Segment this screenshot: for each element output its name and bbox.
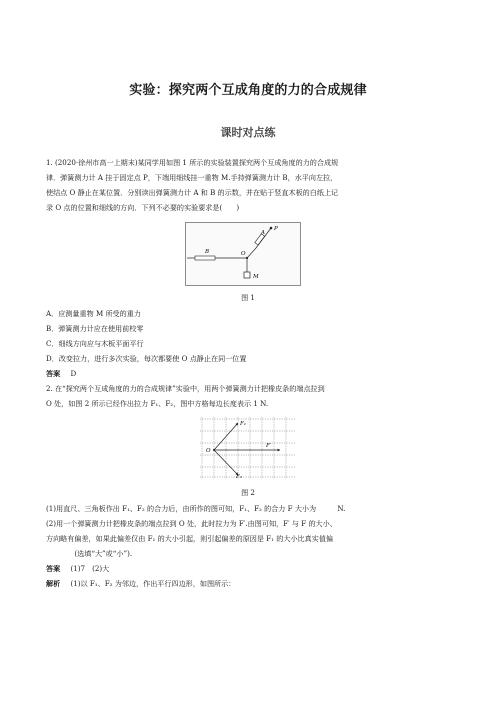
- q1-option-b: B．弹簧测力计应在使用前校零: [46, 324, 144, 333]
- q1-line-3: 使结点 O 静止在某位置．分别读出弹簧测力计 A 和 B 的示数，并在贴于竖直木板的白纸上记: [46, 188, 339, 197]
- label-o: O: [241, 251, 246, 257]
- label-p: P: [274, 226, 278, 232]
- figure-1-caption: 图 1: [241, 293, 255, 302]
- label-a: A: [261, 230, 265, 236]
- q2-line-2: O 处，如图 2 所示已经作出拉力 F₁、F₂，图中方格每边长度表示 1 N.: [46, 399, 269, 408]
- label-m: M: [253, 274, 259, 280]
- label-f2: F₂: [236, 474, 243, 479]
- q2-sub-1: (1)用直尺、三角板作出 F₁、F₂ 的合力后，由所作的图可知，F₁、F₂ 的合力 F 大小为 N.: [46, 504, 346, 513]
- q1-option-d: D．改变拉力，进行多次实验，每次都要使 O 点静止在同一位置: [46, 354, 247, 363]
- q2-analysis-label: 解析: [46, 579, 61, 588]
- q2-analysis-text: (1)以 F₁、F₂ 为邻边，作出平行四边形，如图所示：: [70, 579, 236, 588]
- q2-line-1: 2. 在“探究两个互成角度的力的合成规律”实验中，用两个弹簧测力计把橡皮条的端点拉到: [46, 384, 325, 393]
- q2-answer-row: [46, 564, 466, 573]
- q1-line-4: 录 O 点的位置和细线的方向．下列不必要的实验要求是( ): [46, 203, 240, 212]
- figure-2-grid: [200, 417, 296, 479]
- section-subtitle: 课时对点练: [220, 126, 276, 139]
- q2-sub-3: 方向略有偏差，如果此偏差仅由 F₁ 的大小引起，则引起偏差的原因是 F₁ 的大小比真实值偏: [46, 534, 334, 543]
- q1-answer-label: 答案: [46, 369, 61, 378]
- label-f1: F₁: [240, 421, 247, 427]
- q2-answer-label: 答案: [46, 564, 61, 573]
- q1-line-2: 律．弹簧测力计 A 挂于固定点 P，下端用细线挂一重物 M.手持弹簧测力计 B，水平向左拉，: [46, 173, 338, 182]
- q2-sub-4: (选填“大”或“小”).: [46, 549, 133, 558]
- q1-line-1: 1. (2020·徐州市高一上期末)某同学用如图 1 所示的实验装置探究两个互成角度的力的合成规: [46, 158, 339, 167]
- label-f-prime: F′: [266, 443, 272, 449]
- page-title: 实验：探究两个互成角度的力的合成规律: [129, 83, 367, 98]
- figure-2-caption: 图 2: [241, 488, 255, 497]
- q1-answer-value: D: [70, 369, 77, 378]
- q1-option-c: C．细线方向应与木板平面平行: [46, 339, 144, 348]
- q2-answer-value: (1)7 (2)大: [70, 564, 110, 573]
- q1-answer-row: [46, 369, 466, 378]
- q1-option-a: A．应测量重物 M 所受的重力: [46, 309, 141, 318]
- grid-lines: [200, 417, 296, 479]
- label-o2: O: [206, 448, 211, 454]
- q2-sub-2: (2)用一个弹簧测力计把橡皮条的端点拉到 O 处，此时拉力为 F′.由图可知，F′ 与 F 的大小、: [46, 519, 337, 528]
- figure-1-apparatus: [185, 222, 301, 286]
- weight-m: [244, 272, 250, 278]
- q2-analysis-row: [46, 579, 466, 588]
- label-b: B: [205, 249, 210, 255]
- spring-scale-b: [195, 256, 215, 260]
